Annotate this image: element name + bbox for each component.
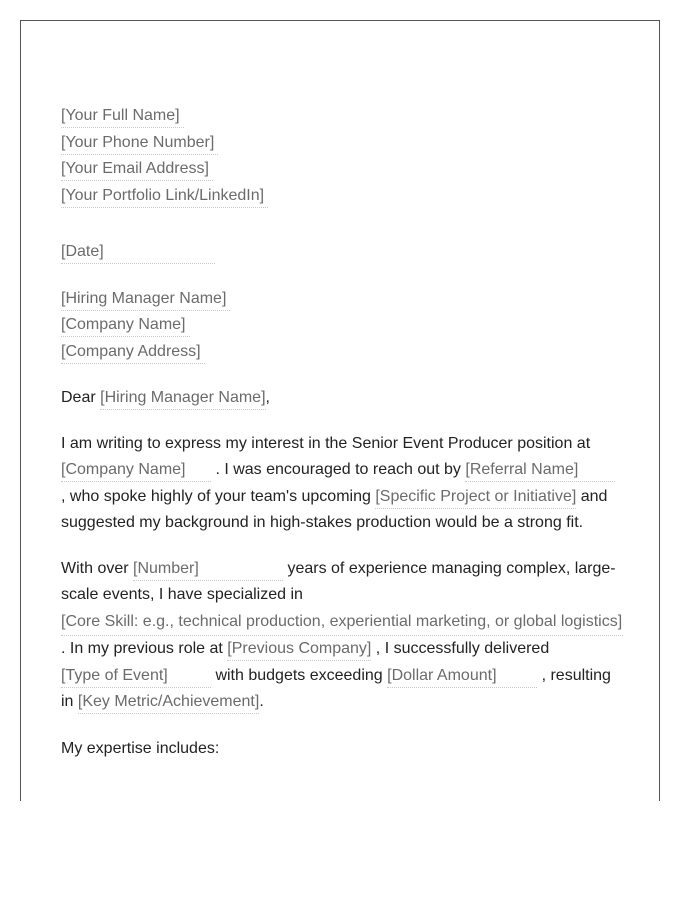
salutation: Dear [Hiring Manager Name], bbox=[61, 385, 623, 412]
previous-company-field[interactable]: [Previous Company] bbox=[227, 638, 371, 661]
document-page bbox=[20, 20, 660, 801]
project-field[interactable]: [Specific Project or Initiative] bbox=[375, 486, 576, 509]
para-company-field[interactable]: [Company Name] bbox=[61, 459, 211, 482]
paragraph-interest: I am writing to express my interest in the Senior Event Producer position at [Company Name] . I was encouraged to reach out by [Referral Name] , who spoke highly of your team's upcoming [Specific Project or Initiative] and suggested my background in high-stakes production would be a strong fit. bbox=[61, 431, 623, 537]
dollar-amount-field[interactable]: [Dollar Amount] bbox=[387, 665, 537, 688]
metric-field[interactable]: [Key Metric/Achievement] bbox=[78, 691, 259, 714]
paragraph-experience: With over [Number] years of experience managing complex, large-scale events, I have specialized in [Core Skill: e.g., technical production, experiential marketing, or global logistics] . In my previous role at [Previous Company] , I successfully delivered [Type of Event] with budgets exceeding [Dollar Amount] , resulting in [Key Metric/Achievement]. bbox=[61, 556, 623, 716]
salutation-name-field[interactable]: [Hiring Manager Name] bbox=[100, 387, 265, 410]
full-name-field[interactable]: [Your Full Name] bbox=[61, 105, 184, 128]
years-number-field[interactable]: [Number] bbox=[133, 558, 283, 581]
event-type-field[interactable]: [Type of Event] bbox=[61, 665, 211, 688]
core-skill-field[interactable]: [Core Skill: e.g., technical production, experiential marketing, or global logistics] bbox=[61, 609, 623, 637]
date-field[interactable]: [Date] bbox=[61, 241, 215, 264]
referral-field[interactable]: [Referral Name] bbox=[465, 459, 615, 482]
letter-body bbox=[61, 103, 623, 762]
expertise-intro: My expertise includes: bbox=[61, 739, 220, 757]
company-name-field[interactable]: [Company Name] bbox=[61, 314, 190, 337]
company-address-field[interactable]: [Company Address] bbox=[61, 341, 205, 364]
hiring-manager-field[interactable]: [Hiring Manager Name] bbox=[61, 288, 230, 311]
phone-field[interactable]: [Your Phone Number] bbox=[61, 132, 218, 155]
email-field[interactable]: [Your Email Address] bbox=[61, 158, 213, 181]
portfolio-field[interactable]: [Your Portfolio Link/LinkedIn] bbox=[61, 185, 268, 208]
